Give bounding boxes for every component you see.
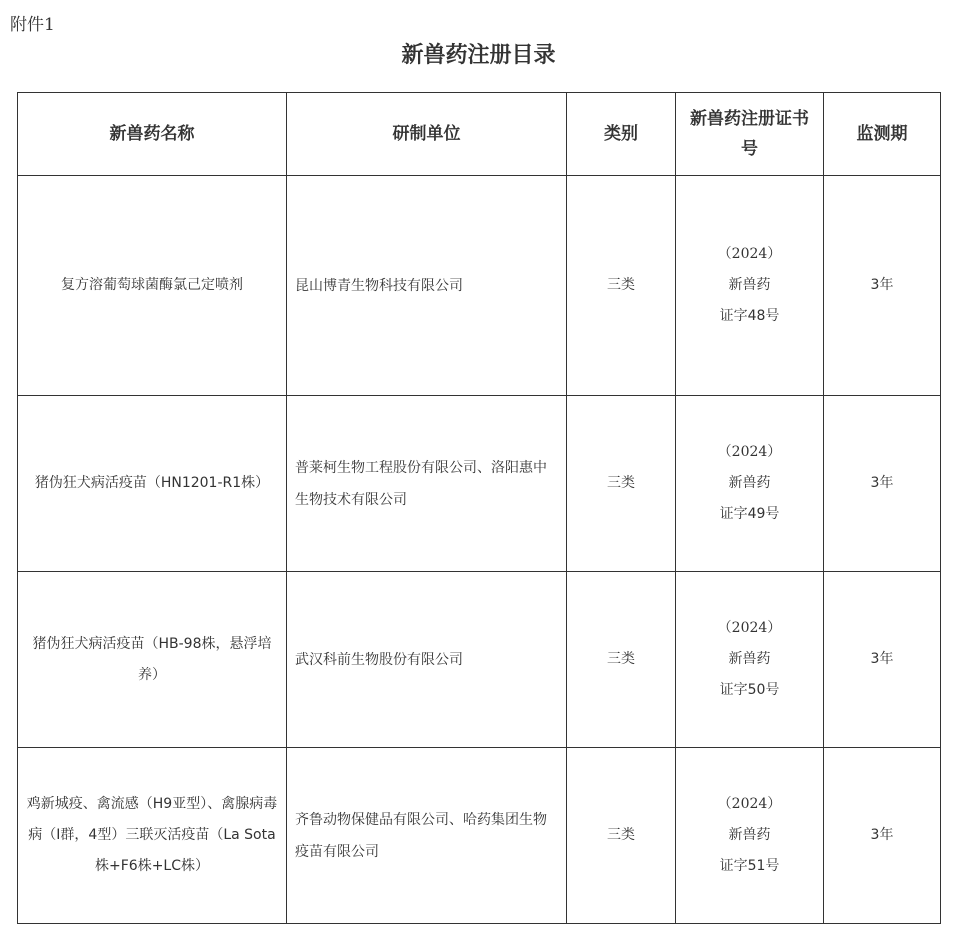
cert-prefix: 新兽药 — [728, 277, 771, 293]
table-row — [18, 748, 941, 924]
header-unit: 研制单位 — [287, 93, 567, 176]
cell-category: 三类 — [567, 176, 676, 396]
cert-year: （2024） — [717, 246, 782, 262]
table-header-row — [18, 93, 941, 176]
page-title: 新兽药注册目录 — [401, 43, 556, 68]
cert-year: （2024） — [717, 796, 782, 812]
cert-prefix: 新兽药 — [728, 651, 771, 667]
header-name: 新兽药名称 — [18, 93, 287, 176]
cert-prefix: 新兽药 — [728, 475, 771, 491]
cell-drug-name: 鸡新城疫、禽流感（H9亚型）、禽腺病毒病（I群，4型）三联灭活疫苗（La Sota株+F6株+LC株） — [18, 748, 287, 924]
cell-category: 三类 — [567, 572, 676, 748]
cert-prefix: 新兽药 — [728, 827, 771, 843]
cell-drug-name: 复方溶葡萄球菌酶氯己定喷剂 — [18, 176, 287, 396]
table-row — [18, 176, 941, 396]
attachment-label: 附件1 — [10, 15, 55, 35]
cell-developer: 昆山博青生物科技有限公司 — [287, 176, 567, 396]
table-row — [18, 396, 941, 572]
cell-category: 三类 — [567, 748, 676, 924]
header-cert: 新兽药注册证书号 — [676, 93, 824, 176]
cert-number: 证字50号 — [719, 682, 780, 698]
cert-number: 证字51号 — [719, 858, 780, 874]
cell-period: 3年 — [824, 748, 941, 924]
cell-drug-name: 猪伪狂犬病活疫苗（HN1201-R1株） — [18, 396, 287, 572]
cell-cert-number — [676, 748, 824, 924]
cert-number: 证字48号 — [719, 308, 780, 324]
cell-cert-number — [676, 396, 824, 572]
cert-year: （2024） — [717, 444, 782, 460]
cell-period: 3年 — [824, 572, 941, 748]
cert-number: 证字49号 — [719, 506, 780, 522]
cell-cert-number — [676, 572, 824, 748]
cell-drug-name: 猪伪狂犬病活疫苗（HB-98株，悬浮培养） — [18, 572, 287, 748]
cell-category: 三类 — [567, 396, 676, 572]
registration-table — [17, 92, 941, 924]
cell-period: 3年 — [824, 396, 941, 572]
cell-period: 3年 — [824, 176, 941, 396]
header-period: 监测期 — [824, 93, 941, 176]
cell-developer: 武汉科前生物股份有限公司 — [287, 572, 567, 748]
cell-developer: 普莱柯生物工程股份有限公司、洛阳惠中生物技术有限公司 — [287, 396, 567, 572]
cert-year: （2024） — [717, 620, 782, 636]
table-row — [18, 572, 941, 748]
cell-cert-number — [676, 176, 824, 396]
cell-developer: 齐鲁动物保健品有限公司、哈药集团生物疫苗有限公司 — [287, 748, 567, 924]
header-category: 类别 — [567, 93, 676, 176]
